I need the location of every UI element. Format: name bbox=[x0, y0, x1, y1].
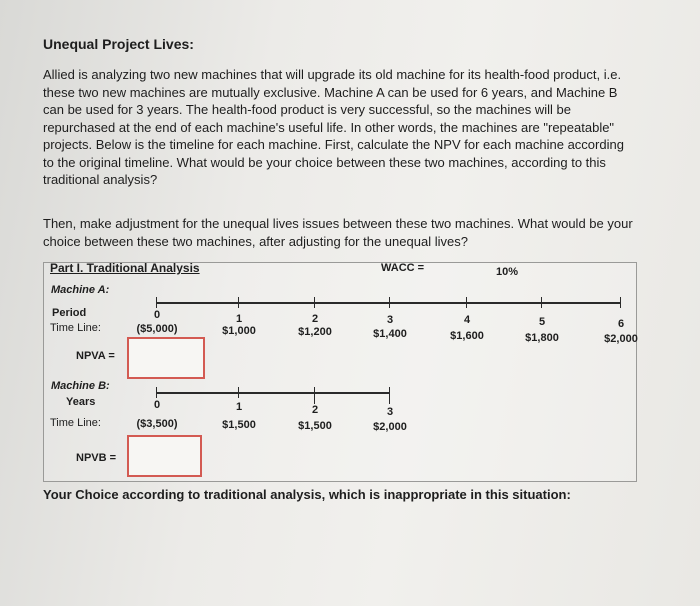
machine-b-label: Machine B: bbox=[51, 380, 110, 392]
npv-b-input[interactable] bbox=[127, 435, 202, 477]
machine-b-cashflow-3: $2,000 bbox=[373, 421, 407, 433]
problem-paragraph-1: Allied is analyzing two new machines that will upgrade its old machine for its health-food product, i.e. these two new machines are mutually exclusive. Machine A can be used for 6 years, and Machine B can be used for 3 years. The health-food product is very successful, so the machines will be repurchased at the end of each machine's useful life. In other words, the machines are "repeatable" projects. Below is the timeline for each machine. First, calculate the NPV for each machine according to the original timeline. What would be your choice between these two machines, according to this traditional analysis? bbox=[43, 67, 624, 187]
machine-a-period-3: 3 bbox=[386, 314, 394, 326]
machine-a-period-2: 2 bbox=[311, 313, 319, 325]
machine-a-cashflow-2: $1,200 bbox=[298, 326, 332, 338]
machine-a-period-5: 5 bbox=[538, 316, 546, 328]
timeline-tick bbox=[620, 297, 621, 308]
machine-b-cashflow-2: $1,500 bbox=[298, 420, 332, 432]
npv-b-label: NPVB = bbox=[76, 452, 117, 464]
timeline-tick bbox=[314, 297, 315, 308]
npv-a-label: NPVA = bbox=[76, 350, 115, 362]
machine-a-timeline-axis bbox=[156, 302, 620, 304]
timeline-tick bbox=[314, 387, 315, 404]
timeline-tick bbox=[389, 297, 390, 308]
machine-a-period-6: 6 bbox=[617, 318, 625, 330]
wacc-value: 10% bbox=[496, 266, 519, 278]
machine-a-period-1: 1 bbox=[235, 313, 243, 325]
machine-b-timeline-label: Time Line: bbox=[50, 417, 101, 429]
timeline-tick bbox=[238, 387, 239, 398]
timeline-tick bbox=[541, 297, 542, 308]
machine-a-cashflow-5: $1,800 bbox=[525, 332, 559, 344]
machine-b-cashflow-1: $1,500 bbox=[222, 419, 256, 431]
timeline-tick bbox=[156, 297, 157, 308]
machine-a-period-0: 0 bbox=[153, 309, 161, 321]
machine-a-cashflow-0: ($5,000) bbox=[136, 323, 178, 335]
machine-a-label: Machine A: bbox=[51, 284, 110, 296]
part1-title: Part I. Traditional Analysis bbox=[50, 261, 200, 275]
npv-a-input[interactable] bbox=[127, 337, 205, 379]
traditional-analysis-table bbox=[43, 262, 637, 482]
wacc-label: WACC = bbox=[381, 262, 425, 274]
timeline-tick bbox=[466, 297, 467, 308]
section-heading: Unequal Project Lives: bbox=[43, 36, 194, 52]
machine-b-year-3: 3 bbox=[386, 406, 394, 418]
machine-b-timeline-axis bbox=[156, 392, 389, 394]
timeline-tick bbox=[156, 387, 157, 398]
machine-a-cashflow-1: $1,000 bbox=[222, 325, 256, 337]
machine-b-cashflow-0: ($3,500) bbox=[136, 418, 178, 430]
machine-a-period-4: 4 bbox=[463, 314, 471, 326]
machine-a-timeline-label: Time Line: bbox=[50, 322, 101, 334]
machine-a-cashflow-6: $2,000 bbox=[604, 333, 638, 345]
machine-a-cashflow-3: $1,400 bbox=[373, 328, 407, 340]
machine-b-year-0: 0 bbox=[153, 399, 161, 411]
traditional-choice-prompt: Your Choice according to traditional analysis, which is inappropriate in this situation: bbox=[43, 487, 571, 502]
machine-b-year-2: 2 bbox=[311, 404, 319, 416]
timeline-tick bbox=[238, 297, 239, 308]
machine-b-year-1: 1 bbox=[235, 401, 243, 413]
machine-a-cashflow-4: $1,600 bbox=[450, 330, 484, 342]
problem-paragraph-2: Then, make adjustment for the unequal lives issues between these two machines. What would be your choice between these two machines, after adjusting for the unequal lives? bbox=[43, 216, 633, 249]
machine-b-years-label: Years bbox=[66, 396, 96, 408]
machine-a-period-label: Period bbox=[52, 307, 87, 319]
timeline-tick bbox=[389, 387, 390, 404]
